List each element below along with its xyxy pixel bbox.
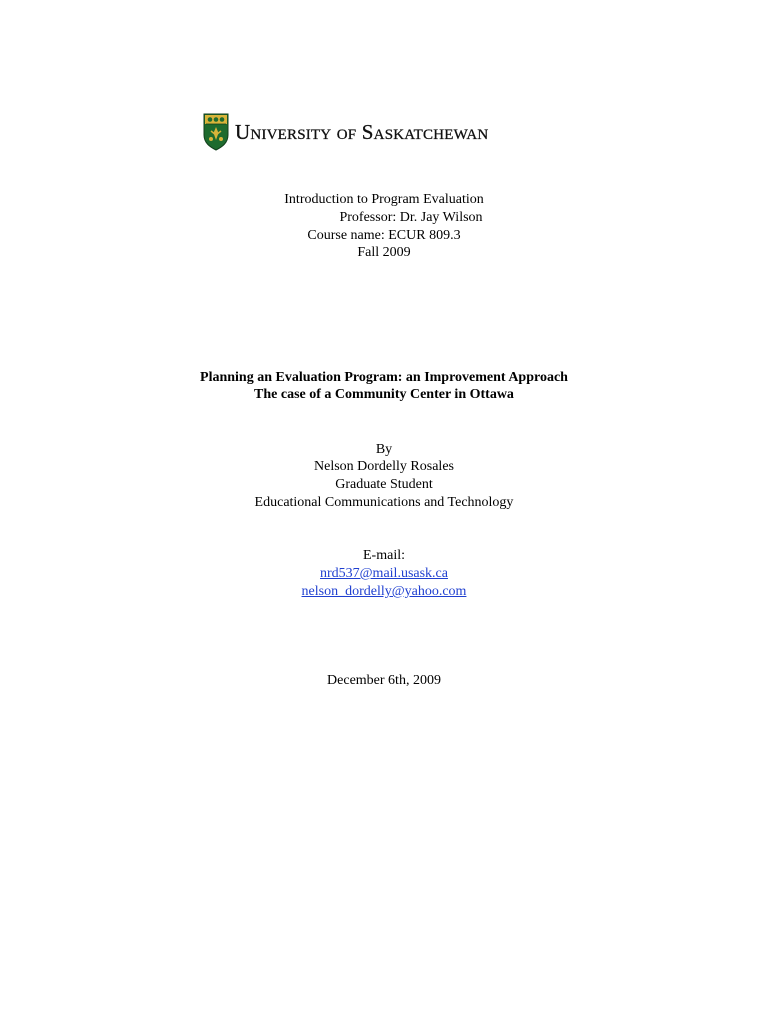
document-date: December 6th, 2009 (327, 673, 441, 688)
author-name: Nelson Dordelly Rosales (314, 459, 454, 474)
by-label: By (375, 442, 393, 457)
professor-line: Professor: Dr. Jay Wilson (339, 210, 483, 225)
author-program: Educational Communications and Technology (254, 495, 514, 510)
shield-crest-icon (203, 113, 229, 151)
course-name-line: Course name: ECUR 809.3 (307, 228, 461, 243)
paper-subtitle: The case of a Community Center in Ottawa (254, 387, 514, 402)
author-role: Graduate Student (335, 477, 433, 492)
paper-title: Planning an Evaluation Program: an Improvement Approach (200, 370, 568, 385)
email-link-yahoo[interactable]: nelson_dordelly@yahoo.com (301, 584, 467, 599)
university-logo (203, 112, 488, 152)
course-title: Introduction to Program Evaluation (284, 192, 484, 207)
email-link-yahoo-row (0, 583, 768, 601)
email-link-usask[interactable]: nrd537@mail.usask.ca (320, 566, 448, 581)
email-label: E-mail: (363, 548, 405, 563)
term-line: Fall 2009 (357, 245, 411, 260)
university-wordmark: University of Saskatchewan (235, 119, 489, 144)
email-link-usask-row (0, 565, 768, 583)
